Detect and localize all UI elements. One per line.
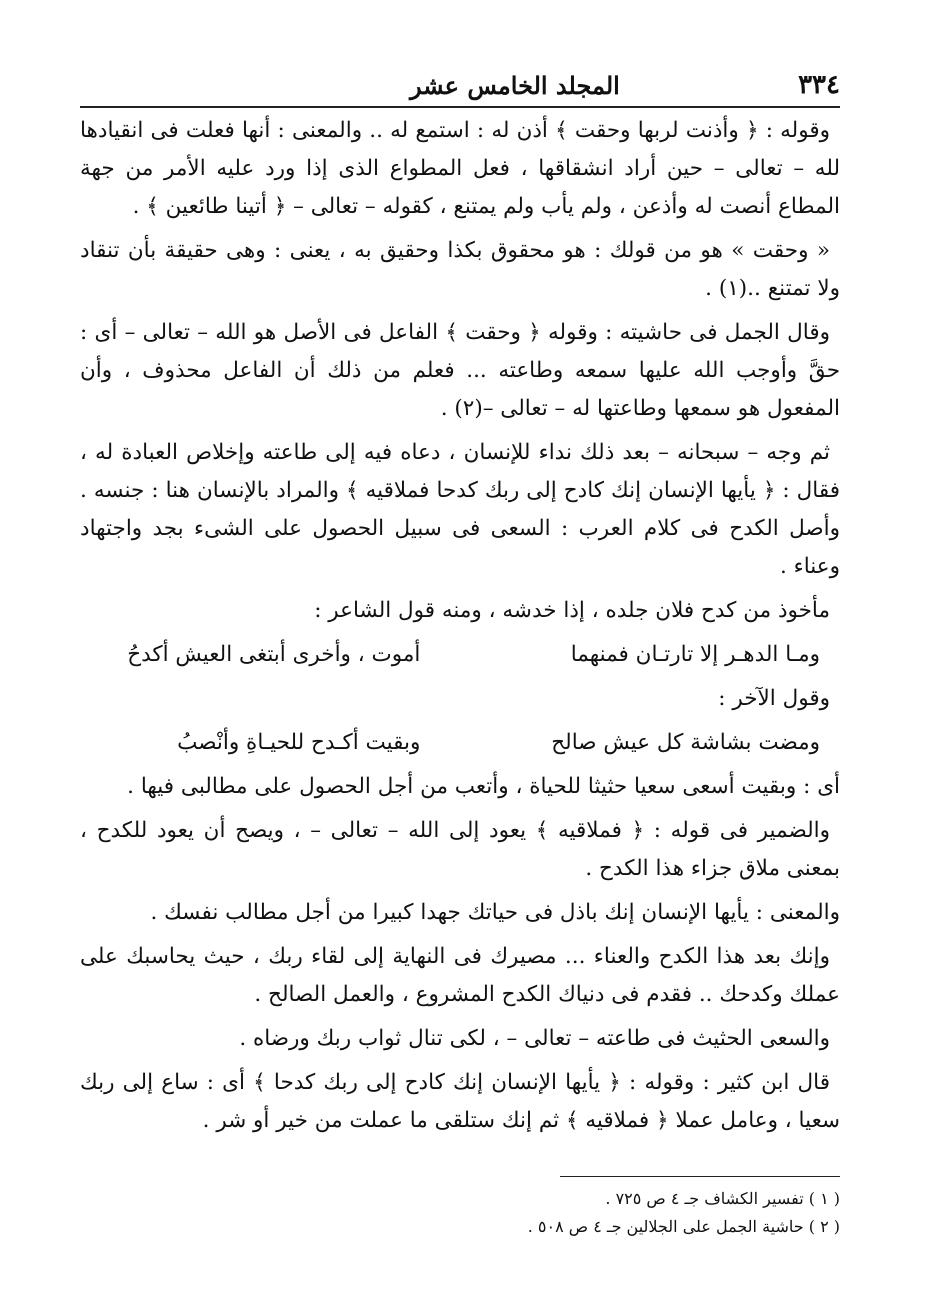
paragraph: والمعنى : يأيها الإنسان إنك باذل فى حياتك جهدا كبيرا من أجل مطالب نفسك . (150, 900, 840, 925)
paragraph: مأخوذ من كدح فلان جلده ، إذا خدشه ، ومنه قول الشاعر : (314, 598, 830, 623)
footnote: ( ٢ ) حاشية الجمل على الجلالين جـ ٤ ص ٥٠٨ . (527, 1217, 840, 1236)
paragraph: أى : وبقيت أسعى سعيا حثيثا للحياة ، وأتعب من أجل الحصول على مطالبى فيها . (127, 774, 840, 799)
hemistich-right: ومضت بشاشة كل عيش صالح (551, 730, 820, 755)
page (80, 60, 840, 1241)
paragraph: قال ابن كثير : وقوله : ﴿ يأيها الإنسان إنك كادح إلى ربك كدحا ﴾ أى : ساع إلى ربك سعيا ، وعامل عملا ﴿ فملاقيه ﴾ ثم إنك ستلقى ما عملت من خير أو شر . (80, 1070, 840, 1133)
footnote: ( ١ ) تفسير الكشاف جـ ٤ ص ٧٢٥ . (605, 1189, 840, 1208)
header-rule (80, 106, 840, 108)
paragraph: والسعى الحثيث فى طاعته – تعالى – ، لكى تنال ثواب ربك ورضاه . (239, 1026, 830, 1051)
paragraph: وقوله : ﴿ وأذنت لربها وحقت ﴾ أذن له : استمع له .. والمعنى : أنها فعلت فى انقيادها لله – تعالى – حين أراد انشقاقها ، فعل المطواع الذى إذا ورد عليه الأمر من جهة المطاع أنصت له وأذعن ، ولم يأب ولم يمتنع ، كقوله – تعالى – ﴿ أتينا طائعين ﴾ . (80, 118, 840, 219)
hemistich-right: ومـا الدهـر إلا تارتـان فمنهما (570, 642, 820, 667)
paragraph: ثم وجه – سبحانه – بعد ذلك نداء للإنسان ، دعاه فيه إلى طاعته وإخلاص العبادة له ، فقال : ﴿ يأيها الإنسان إنك كادح إلى ربك كدحا فملاقيه ﴾ والمراد بالإنسان هنا : جنسه . وأصل الكدح فى كلام العرب : السعى فى سبيل الحصول على الشىء بجد واجتهاد وعناء . (80, 440, 840, 579)
page-number: ٣٣٤ (798, 70, 840, 100)
body-text (80, 112, 840, 1140)
hemistich-left: وبقيت أكـدح للحيـاةِ وأنْصبُ (177, 730, 421, 755)
paragraph: والضمير فى قوله : ﴿ فملاقيه ﴾ يعود إلى الله – تعالى – ، ويصح أن يعود للكدح ، بمعنى ملاق جزاء هذا الكدح . (80, 818, 840, 881)
running-title: المجلد الخامس عشر (410, 71, 620, 100)
poem-intro: وقول الآخر : (718, 686, 830, 711)
hemistich-left: أموت ، وأخرى أبتغى العيش أكدحُ (127, 642, 421, 667)
footnote-rule (560, 1176, 840, 1177)
poem-verse-2 (80, 724, 840, 762)
paragraph: « وحقت » هو من قولك : هو محقوق بكذا وحقيق به ، يعنى : وهى حقيقة بأن تنقاد ولا تمتنع ..(١) . (80, 238, 840, 301)
paragraph: وإنك بعد هذا الكدح والعناء ... مصيرك فى النهاية إلى لقاء ربك ، حيث يحاسبك على عملك وكدحك .. فقدم فى دنياك الكدح المشروع ، والعمل الصالح . (80, 944, 840, 1007)
page-header (80, 60, 840, 100)
poem-verse-1 (80, 636, 840, 674)
paragraph: وقال الجمل فى حاشيته : وقوله ﴿ وحقت ﴾ الفاعل فى الأصل هو الله – تعالى – أى : حقَّ وأوجب الله عليها سمعه وطاعته ... فعلم من ذلك أن الفاعل محذوف ، وأن المفعول هو سمعها وطاعتها له – تعالى –(٢) . (80, 320, 840, 421)
